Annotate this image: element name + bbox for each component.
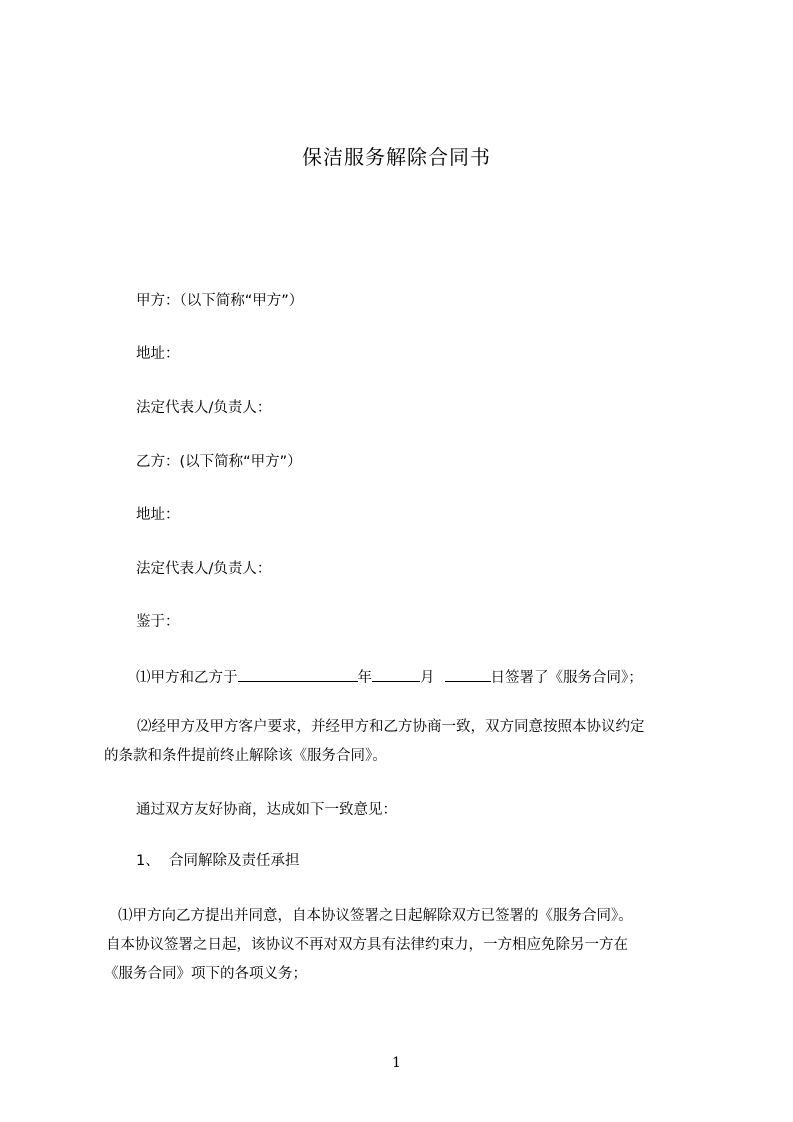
party-b-line: 乙方：(以下简称“甲方”） [136, 454, 302, 470]
clause-1 [136, 665, 643, 688]
clause-1-prefix: ⑴甲方和乙方于 [136, 670, 238, 686]
document-title: 保洁服务解除合同书 [302, 145, 491, 169]
clause-1-month: 月 [420, 670, 435, 686]
date-year-blank [238, 665, 358, 682]
section-1-item-1-line-3: 《服务合同》项下的各项义务； [104, 966, 307, 982]
date-day-blank [445, 665, 491, 682]
section-1-heading: 1、 合同解除及责任承担 [136, 853, 300, 869]
clause-2-line-2: 的条款和条件提前终止解除该《服务合同》。 [104, 748, 387, 764]
party-a-address: 地址： [136, 346, 180, 362]
section-1-item-1-line-1: ⑴甲方向乙方提出并同意，自本协议签署之日起解除双方已签署的《服务合同》。 [118, 908, 633, 924]
party-b-address: 地址： [136, 507, 180, 523]
party-b-representative: 法定代表人/负责人： [136, 561, 272, 577]
clause-2 [104, 713, 720, 771]
party-a-representative: 法定代表人/负责人： [136, 400, 272, 416]
clause-1-day-suffix: 日签署了《服务合同》； [490, 670, 643, 686]
section-1-item-1-line-2: 自本协议签署之日起，该协议不再对双方具有法律约束力，一方相应免除另一方在 [106, 937, 628, 953]
section-1-item-1 [104, 902, 720, 989]
whereas-label: 鉴于： [136, 614, 180, 630]
date-month-blank [372, 665, 420, 682]
agreement-intro: 通过双方友好协商，达成如下一致意见： [136, 802, 397, 818]
party-a-line: 甲方：（以下简称“甲方”） [136, 293, 304, 309]
clause-1-year: 年 [357, 670, 372, 686]
page-number: 1 [392, 1055, 401, 1071]
clause-2-line-1: ⑵经甲方及甲方客户要求，并经甲方和乙方协商一致，双方同意按照本协议约定 [137, 719, 645, 735]
